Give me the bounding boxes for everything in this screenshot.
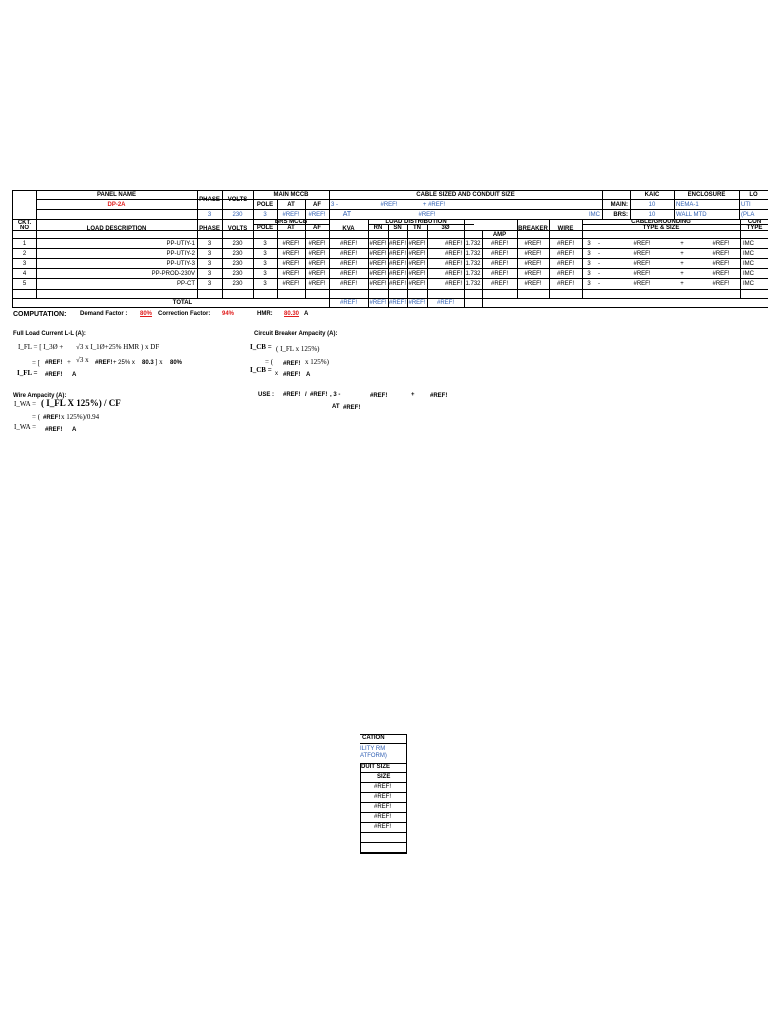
row-at: #REF! xyxy=(282,260,300,267)
cable-line1-b: #REF! xyxy=(380,201,398,208)
con-label: CON xyxy=(747,219,762,224)
flc-eq2-ref1: #REF! xyxy=(45,360,63,366)
mini-ref: #REF! xyxy=(374,804,392,810)
row-conduit-type: IMC xyxy=(743,270,754,277)
sub-phase-label: PHASE xyxy=(199,226,220,232)
flc-eq2-d: + 25% x xyxy=(113,360,135,366)
row-volts: 230 xyxy=(232,270,243,277)
row-load-description: PP-UTIY-2 xyxy=(166,250,195,257)
grid-line xyxy=(360,812,407,813)
mini-cation: CATION xyxy=(362,735,385,741)
row-cable-size: #REF! xyxy=(633,270,651,277)
row-af: #REF! xyxy=(308,270,326,277)
row-load-description: PP-UTIY-1 xyxy=(166,240,195,247)
mini-ref: #REF! xyxy=(374,794,392,800)
row-at: #REF! xyxy=(282,250,300,257)
cb-result-unit: A xyxy=(306,372,311,378)
flc-result-unit: A xyxy=(72,372,77,378)
row-wire: #REF! xyxy=(556,260,574,267)
row-wire: #REF! xyxy=(556,280,574,287)
cb-title: Circuit Breaker Ampacity (A): xyxy=(254,331,338,337)
cb-eq1-label: I_CB = xyxy=(250,343,272,351)
use-label: USE : xyxy=(258,392,275,398)
row-rn: #REF! xyxy=(369,240,387,247)
row-load-description: PP-UTIY-3 xyxy=(166,260,195,267)
grid-line xyxy=(12,289,768,290)
row-breaker: #REF! xyxy=(524,280,542,287)
row-cable-plus: + xyxy=(680,240,684,247)
kaic-label: KAIC xyxy=(644,192,660,198)
row-conduit-type: IMC xyxy=(743,240,754,247)
sub-at-label: AT xyxy=(287,225,295,231)
row-ckt-no: 2 xyxy=(22,250,27,257)
wa-eq2-b: x 125%)/0.94 xyxy=(61,413,100,421)
row-cable-dash: - xyxy=(598,270,600,277)
type-size-label: TYPE & SIZE xyxy=(642,225,680,231)
row-ckt-no: 5 xyxy=(22,280,27,287)
row-cable-size: #REF! xyxy=(633,260,651,267)
row-3phase: #REF! xyxy=(444,270,462,277)
row-breaker: #REF! xyxy=(524,260,542,267)
row-cable-sets: 3 xyxy=(587,270,591,277)
cable-conduit-label: CABLE SIZED AND CONDUIT SIZE xyxy=(416,192,515,198)
flc-eq1-b: √3 x I_1Ø+25% HMR ) x DF xyxy=(76,343,160,351)
row-cable-size: #REF! xyxy=(633,280,651,287)
row-amp: #REF! xyxy=(490,260,508,267)
wa-result-label: I_WA = xyxy=(14,423,37,431)
row-factor: 1.732 xyxy=(465,280,481,287)
row-rn: #REF! xyxy=(369,250,387,257)
row-sn: #REF! xyxy=(388,240,406,247)
flc-eq2-hmr: 80.3 xyxy=(142,360,154,366)
cb-eq2-a: = ( xyxy=(265,358,274,366)
row-ckt-no: 3 xyxy=(22,260,27,267)
at-value: #REF! xyxy=(282,211,300,218)
grid-line xyxy=(406,734,407,854)
breaker-label: BREAKER xyxy=(518,226,548,232)
row-at: #REF! xyxy=(282,280,300,287)
row-cable-plus: + xyxy=(680,250,684,257)
ckt-no-line1: CKT. xyxy=(17,220,32,225)
row-wire: #REF! xyxy=(556,240,574,247)
cb-result-ref: #REF! xyxy=(283,372,301,378)
cb-result-x: x xyxy=(275,371,278,377)
mini-line1: ILITY RM xyxy=(360,746,386,752)
brs-label: BRS: xyxy=(613,211,628,218)
phase-value: 3 xyxy=(207,211,212,218)
location-fragment-table xyxy=(360,734,407,854)
correction-factor-label: Correction Factor: xyxy=(158,311,211,317)
row-af: #REF! xyxy=(308,260,326,267)
sub-af-label: AF xyxy=(313,225,321,231)
row-cable-plus: + xyxy=(680,260,684,267)
cable-line2-imc: IMC xyxy=(589,211,600,218)
panel-name-label: PANEL NAME xyxy=(96,192,137,198)
cb-eq1-expr: ( I_FL x 125%) xyxy=(276,345,320,353)
row-factor: 1.732 xyxy=(465,240,481,247)
row-3phase: #REF! xyxy=(444,280,462,287)
use-plus: + xyxy=(411,392,415,398)
row-conduit-type: IMC xyxy=(743,250,754,257)
grid-line xyxy=(360,832,407,833)
row-load-description: PP-CT xyxy=(177,280,195,287)
mini-ref: #REF! xyxy=(374,814,392,820)
use-ref4: #REF! xyxy=(430,393,448,399)
row-tn: #REF! xyxy=(408,240,426,247)
row-ground-size: #REF! xyxy=(712,260,730,267)
grid-line xyxy=(360,802,407,803)
mini-ref: #REF! xyxy=(374,784,392,790)
row-volts: 230 xyxy=(232,240,243,247)
row-phase: 3 xyxy=(207,240,212,247)
row-sn: #REF! xyxy=(388,250,406,257)
row-3phase: #REF! xyxy=(444,250,462,257)
use-suffix: , 3 - xyxy=(330,392,341,398)
use-ref2: #REF! xyxy=(310,392,328,398)
row-cable-sets: 3 xyxy=(587,260,591,267)
pole-label: POLE xyxy=(256,201,274,208)
amp-label: AMP xyxy=(492,231,507,238)
row-volts: 230 xyxy=(232,260,243,267)
row-pole: 3 xyxy=(263,240,267,247)
row-cable-size: #REF! xyxy=(633,240,651,247)
grid-line xyxy=(360,763,361,852)
row-pole: 3 xyxy=(263,270,267,277)
location-line1: UTI xyxy=(741,201,751,208)
row-ground-size: #REF! xyxy=(712,270,730,277)
brs-mccb-label: BRS MCCB xyxy=(274,219,308,224)
row-conduit-type: IMC xyxy=(743,260,754,267)
location-line2: (PLA xyxy=(741,211,755,218)
grid-line xyxy=(12,307,768,308)
flc-result-ref: #REF! xyxy=(45,372,63,378)
wa-result-ref: #REF! xyxy=(45,427,63,433)
enclosure-brs-value: WALL MTD xyxy=(676,211,707,218)
sn-label: SN xyxy=(393,225,402,231)
wa-eq2-ref: #REF! xyxy=(43,415,61,421)
cb-eq2-ref: #REF! xyxy=(283,361,301,367)
row-wire: #REF! xyxy=(556,250,574,257)
flc-eq2-e: ] x xyxy=(155,358,163,366)
row-pole: 3 xyxy=(263,280,267,287)
kaic-brs-value: 10 xyxy=(648,211,656,218)
row-af: #REF! xyxy=(308,240,326,247)
kva-label: KVA xyxy=(342,226,355,232)
row-ground-size: #REF! xyxy=(712,250,730,257)
type-label: TYPE xyxy=(746,225,763,231)
row-kva: #REF! xyxy=(339,250,357,257)
flc-eq1-a: I_FL = [ I_3Ø + xyxy=(18,343,64,351)
mini-duit-size: DUIT SIZE xyxy=(361,764,391,770)
computation-label: COMPUTATION: xyxy=(13,311,67,318)
row-phase: 3 xyxy=(207,260,212,267)
row-af: #REF! xyxy=(308,280,326,287)
sub-pole-label: POLE xyxy=(256,225,274,231)
enclosure-main-value: NEMA-1 xyxy=(676,201,699,208)
flc-eq2-ref2: #REF! xyxy=(95,360,113,366)
row-at: #REF! xyxy=(282,270,300,277)
hmr-label: HMR: xyxy=(257,311,273,317)
row-tn: #REF! xyxy=(408,250,426,257)
wa-eq1-expr: ( I_FL X 125%) / CF xyxy=(41,398,121,408)
grid-line xyxy=(360,743,407,744)
wa-result-unit: A xyxy=(72,427,77,433)
wire-label: WIRE xyxy=(557,226,574,232)
mini-ref: #REF! xyxy=(374,824,392,830)
flc-eq2-sqrt: √3 x xyxy=(76,356,89,364)
row-phase: 3 xyxy=(207,280,212,287)
demand-factor-label: Demand Factor : xyxy=(80,311,128,317)
row-amp: #REF! xyxy=(490,270,508,277)
grid-line xyxy=(360,792,407,793)
cable-line1-c: + #REF! xyxy=(422,201,446,208)
main-mccb-label: MAIN MCCB xyxy=(273,192,309,198)
use-ref1: #REF! xyxy=(283,392,301,398)
row-kva: #REF! xyxy=(339,240,357,247)
panel-name-value: DP-2A xyxy=(107,201,126,208)
row-cable-plus: + xyxy=(680,280,684,287)
cable-grounding-label: CABLE/GROUNDING xyxy=(631,219,691,224)
row-rn: #REF! xyxy=(369,280,387,287)
row-tn: #REF! xyxy=(408,270,426,277)
row-cable-dash: - xyxy=(598,240,600,247)
tn-label: TN xyxy=(413,225,421,231)
hmr-unit: A xyxy=(304,311,309,317)
row-rn: #REF! xyxy=(369,270,387,277)
load-distribution-label: LOAD DISTRIBUTION xyxy=(385,219,447,224)
row-cable-sets: 3 xyxy=(587,250,591,257)
cable-line1-a: 3 - xyxy=(331,201,339,208)
kaic-main-value: 10 xyxy=(648,201,656,208)
row-wire: #REF! xyxy=(556,270,574,277)
row-volts: 230 xyxy=(232,250,243,257)
use-slash: / xyxy=(305,392,307,398)
grid-line xyxy=(360,772,407,773)
wa-title: Wire Ampacity (A): xyxy=(13,393,67,399)
row-af: #REF! xyxy=(308,250,326,257)
flc-eq2-plus: + xyxy=(67,358,71,366)
flc-result-label: I_FL = xyxy=(17,369,38,377)
row-cable-dash: - xyxy=(598,250,600,257)
volts-label: VOLTS xyxy=(227,197,248,203)
flc-eq2-df: 80% xyxy=(170,360,183,366)
grid-line xyxy=(360,842,407,843)
row-kva: #REF! xyxy=(339,280,357,287)
grid-line xyxy=(360,852,407,854)
row-sn: #REF! xyxy=(388,270,406,277)
cable-line2-at: AT xyxy=(342,211,352,218)
use-ref3: #REF! xyxy=(370,393,388,399)
row-pole: 3 xyxy=(263,250,267,257)
use-ref5: #REF! xyxy=(343,405,361,411)
total-tn: #REF! xyxy=(408,300,426,306)
row-volts: 230 xyxy=(232,280,243,287)
row-cable-sets: 3 xyxy=(587,240,591,247)
row-ckt-no: 4 xyxy=(22,270,27,277)
wa-eq2-a: = ( xyxy=(32,413,41,421)
row-sn: #REF! xyxy=(388,260,406,267)
row-rn: #REF! xyxy=(369,260,387,267)
total-rn: #REF! xyxy=(369,300,387,306)
total-kva: #REF! xyxy=(339,300,357,306)
row-pole: 3 xyxy=(263,260,267,267)
flc-eq2-a: = [ xyxy=(32,359,41,367)
location-label: LO xyxy=(749,192,758,198)
volts-value: 230 xyxy=(232,211,243,218)
af-value: #REF! xyxy=(308,211,326,218)
row-phase: 3 xyxy=(207,270,212,277)
main-label: MAIN: xyxy=(610,201,628,208)
row-breaker: #REF! xyxy=(524,250,542,257)
total-sn: #REF! xyxy=(388,300,406,306)
row-kva: #REF! xyxy=(339,270,357,277)
row-at: #REF! xyxy=(282,240,300,247)
hmr-value: 80.30 xyxy=(284,311,300,317)
cb-result-label: I_CB = xyxy=(250,366,272,374)
rn-label: RN xyxy=(373,225,383,231)
row-ground-size: #REF! xyxy=(712,280,730,287)
row-tn: #REF! xyxy=(408,280,426,287)
row-amp: #REF! xyxy=(490,250,508,257)
row-phase: 3 xyxy=(207,250,212,257)
row-cable-sets: 3 xyxy=(587,280,591,287)
total-3phase: #REF! xyxy=(436,300,454,306)
wa-eq1-label: I_WA = xyxy=(14,400,37,408)
row-kva: #REF! xyxy=(339,260,357,267)
row-breaker: #REF! xyxy=(524,270,542,277)
correction-factor-value: 94% xyxy=(222,311,235,317)
sub-volts-label: VOLTS xyxy=(227,226,248,232)
phase-label: PHASE xyxy=(199,197,220,203)
use-at: AT xyxy=(332,404,340,410)
pole-value: 3 xyxy=(263,211,267,218)
row-cable-dash: - xyxy=(598,280,600,287)
cb-eq2-b: x 125%) xyxy=(305,358,329,366)
row-factor: 1.732 xyxy=(465,260,481,267)
flc-title: Full Load Current L-L (A): xyxy=(13,331,86,337)
grid-line xyxy=(360,822,407,823)
row-factor: 1.732 xyxy=(465,270,481,277)
row-load-description: PP-PROD-230V xyxy=(151,270,195,277)
mini-size: SIZE xyxy=(377,774,391,780)
enclosure-label: ENCLOSURE xyxy=(687,192,726,198)
row-tn: #REF! xyxy=(408,260,426,267)
cable-line2-ref: #REF! xyxy=(418,211,436,218)
row-amp: #REF! xyxy=(490,240,508,247)
row-ckt-no: 1 xyxy=(22,240,27,247)
panel-schedule-table xyxy=(12,190,768,305)
row-conduit-type: IMC xyxy=(743,280,754,287)
af-label: AF xyxy=(313,201,321,208)
three-phase-label: 3Ø xyxy=(441,225,450,231)
demand-factor-value: 80% xyxy=(140,311,153,317)
row-cable-dash: - xyxy=(598,260,600,267)
row-3phase: #REF! xyxy=(444,240,462,247)
grid-line xyxy=(360,782,407,783)
total-label: TOTAL xyxy=(172,300,193,306)
row-ground-size: #REF! xyxy=(712,240,730,247)
row-breaker: #REF! xyxy=(524,240,542,247)
row-cable-plus: + xyxy=(680,270,684,277)
ckt-no-line2: NO xyxy=(20,225,29,230)
load-description-label: LOAD DESCRIPTION xyxy=(86,226,147,232)
mini-line2: ATFORM) xyxy=(360,753,387,759)
at-label: AT xyxy=(287,201,295,208)
row-cable-size: #REF! xyxy=(633,250,651,257)
row-3phase: #REF! xyxy=(444,260,462,267)
row-amp: #REF! xyxy=(490,280,508,287)
row-factor: 1.732 xyxy=(465,250,481,257)
row-sn: #REF! xyxy=(388,280,406,287)
